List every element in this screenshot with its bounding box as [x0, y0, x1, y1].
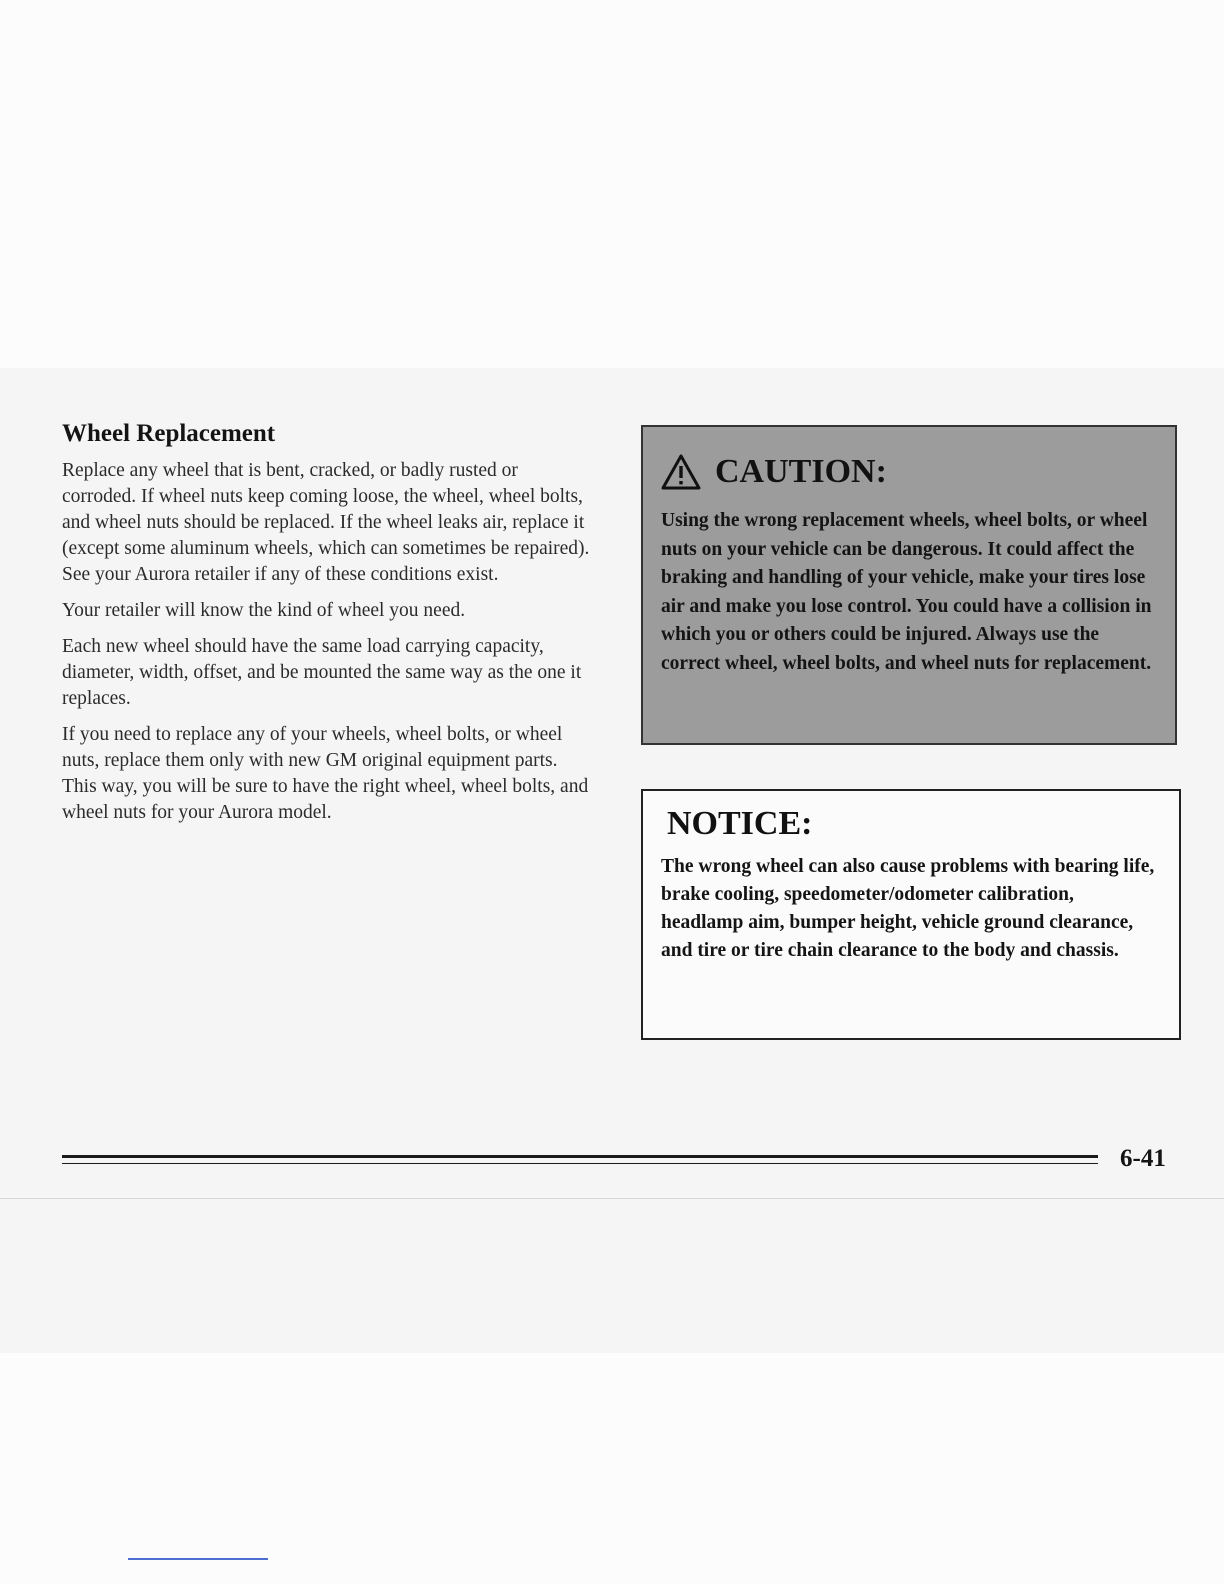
notice-text: The wrong wheel can also cause problems with bearing life, brake cooling, speedometer/odometer calibration, headlamp aim, bumper height, vehicle ground clearance, and tire or tire chain clearance to the body and chassis. [661, 856, 1155, 961]
warning-triangle-icon [661, 454, 701, 490]
footer-rule-thin [62, 1163, 1098, 1164]
caution-text: Using the wrong replacement wheels, wheel bolts, or wheel nuts on your vehicle can be dangerous. It could affect the braking and handling of your vehicle, make your tires lose air and make you lose control. You could have a collision in which you or others could be injured. Always use the correct wheel, wheel bolts, and wheel nuts for replacement. [661, 510, 1152, 674]
scan-edge-line [0, 1198, 1224, 1199]
caution-box [641, 425, 1177, 745]
page-number: 6-41 [1120, 1145, 1166, 1172]
paragraph-gm-parts: If you need to replace any of your wheels, wheel bolts, or wheel nuts, replace them only with new GM original equipment parts. This way, you will be sure to have the right wheel, wheel bolts, and wheel nuts for your Aurora model. [62, 724, 589, 823]
wheel-replacement-section [62, 420, 592, 836]
paragraph-replace-wheel: Replace any wheel that is bent, cracked, or badly rusted or corroded. If wheel nuts keep coming loose, the wheel, wheel bolts, and wheel nuts should be replaced. If the wheel leaks air, replace it (except some aluminum wheels, which can sometimes be repaired). See your Aurora retailer if any of these conditions exist. [62, 460, 590, 585]
notice-box [641, 789, 1181, 1040]
caution-title: CAUTION: [715, 453, 887, 490]
footer-link-underline [128, 1558, 268, 1560]
paragraph-retailer: Your retailer will know the kind of wheel you need. [62, 600, 466, 621]
caution-header [661, 453, 1153, 491]
footer-rule-thick [62, 1155, 1098, 1158]
section-heading: Wheel Replacement [62, 420, 276, 447]
paragraph-new-wheel: Each new wheel should have the same load carrying capacity, diameter, width, offset, and be mounted the same way as the one it replaces. [62, 636, 582, 709]
notice-title: NOTICE: [667, 805, 813, 842]
